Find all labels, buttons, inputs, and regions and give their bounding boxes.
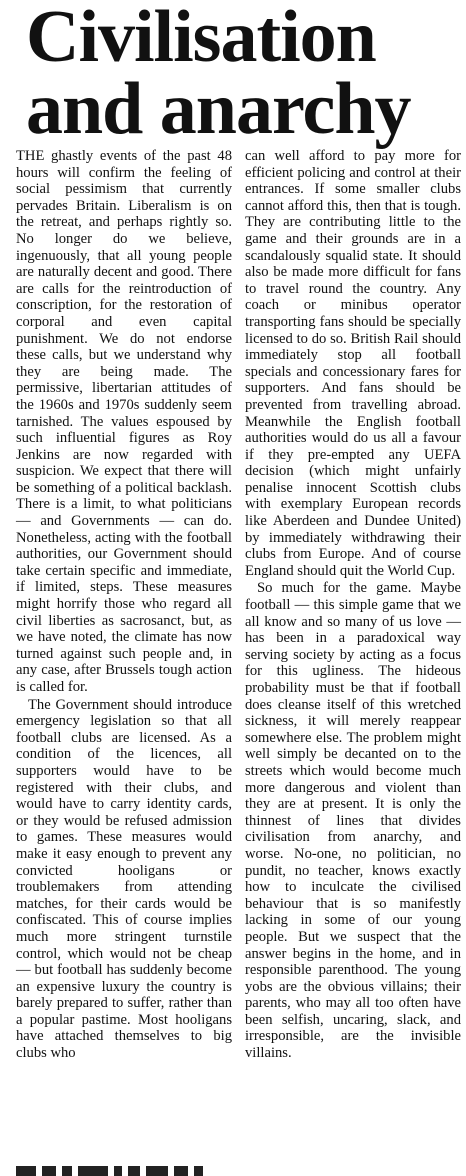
paragraph: THE ghastly events of the past 48 hours will confirm the feeling of social pessimism that currently pervades Britain. Liberalism is on the retreat, and perhaps rightly so. No longer do we believe, ingenuously, that all young people are naturally decent and good. There are calls for the reintroduction of conscription, for the restoration of corporal and even capital punishment. We do not endorse these calls, but we understand why they are being made. The permissive, libertarian attitudes of the 1960s and 1970s suddenly seem tarnished. The values espoused by such influential figures as Roy Jenkins are now regarded with suspicion. We expect that there will be something of a political backlash. There is a limit, to what politicians — and Governments — can do. Nonetheless, acting with the football authorities, our Government should take certain specific and immediate, if limited, steps. These measures might horrify those who regard all civil liberties as sacrosanct, but, as we have noted, the climate has now turned against such people and, in any case, after Brussels tough action is called for. (16, 148, 232, 695)
article-body (16, 148, 462, 1062)
paragraph: can well afford to pay more for efficient policing and control at their entrances. If some smaller clubs cannot afford this, then that is tough. They are contributing little to the game and their grounds are in a scandalously squalid state. It should also be made more difficult for fans to travel round the country. Any coach or minibus operator transporting fans should be specially licensed to do so. British Rail should immediately stop all football specials and concessionary fares for supporters. And fans should be prevented from travelling abroad. Meanwhile the English football authorities would do us all a favour if they pre-empted any UEFA decision (which might unfairly penalise innocent Scottish clubs with exemplary European records like Aberdeen and Dundee United) by immediately withdrawing their clubs from Europe. And of course England should quit the World Cup. (245, 148, 461, 579)
article-column-2 (245, 148, 461, 1062)
cut-off-next-headline (16, 1166, 460, 1176)
headline (0, 0, 466, 150)
paragraph: The Government should introduce emergency legislation so that all football clubs are licensed. As a condition of the licences, all supporters would have to be registered with their clubs, and would have to carry identity cards, or they would be refused admission to games. These measures would make it easy enough to prevent any convicted hooligans or troublemakers from attending matches, for their cards would be confiscated. This of course implies much more stringent turnstile control, which would not be cheap — but football has suddenly become an expensive luxury the country is barely prepared to suffer, rather than a popular pastime. Most hooligans have attached themselves to big clubs who (16, 696, 232, 1062)
article-column-1 (16, 148, 232, 1062)
headline-line-2: and anarchy (26, 68, 411, 150)
paragraph: So much for the game. Maybe football — this simple game that we all know and so many of us love — has been in a paradoxical way serving society by acting as a focus for this ugliness. The hideous probability must be that if football does cleanse itself of this wretched sickness, it will merely reappear somewhere else. The problem might well simply be decanted on to the streets which would become much more dangerous and violent than they are at present. It is only the thinnest of lines that divides civilisation from anarchy, and worse. No-one, no politician, no pundit, no teacher, knows exactly how to inculcate the civilised behaviour that is so manifestly lacking in some of our young people. But we suspect that the answer begins in the home, and in responsible parenthood. The young yobs are the obvious villains; their parents, who may all too often have been selfish, uncaring, slack, and irresponsible, are the invisible villains. (245, 580, 461, 1062)
headline-line-1: Civilisation (26, 0, 376, 78)
